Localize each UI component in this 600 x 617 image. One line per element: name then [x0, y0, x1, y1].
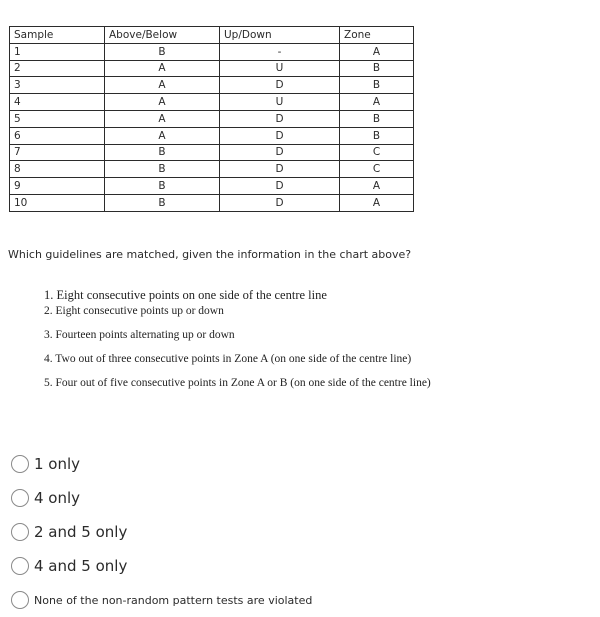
cell-sample: 9: [10, 178, 105, 195]
cell-sample: 8: [10, 161, 105, 178]
table-row: [10, 77, 414, 94]
cell-zone: A: [340, 43, 414, 60]
cell-sample: 2: [10, 60, 105, 77]
table-row: [10, 161, 414, 178]
option-label[interactable]: 4 and 5 only: [34, 557, 128, 575]
question-text: Which guidelines are matched, given the information in the chart above?: [8, 248, 412, 261]
table-header-row: [10, 27, 414, 44]
radio-button[interactable]: [11, 489, 29, 507]
radio-button[interactable]: [11, 557, 29, 575]
cell-zone: A: [340, 194, 414, 211]
option-none-violated[interactable]: [11, 583, 312, 617]
table-row: [10, 144, 414, 161]
cell-above-below: A: [105, 77, 220, 94]
radio-button[interactable]: [11, 523, 29, 541]
cell-up-down: D: [220, 110, 340, 127]
cell-zone: B: [340, 110, 414, 127]
cell-above-below: A: [105, 94, 220, 111]
table-row: [10, 60, 414, 77]
cell-up-down: D: [220, 161, 340, 178]
guideline-item: 1. Eight consecutive points on one side of the centre line: [44, 288, 327, 302]
table-row: [10, 194, 414, 211]
radio-button[interactable]: [11, 591, 29, 609]
table-row: [10, 43, 414, 60]
cell-sample: 7: [10, 144, 105, 161]
cell-zone: A: [340, 94, 414, 111]
cell-sample: 4: [10, 94, 105, 111]
table-row: [10, 110, 414, 127]
option-4-only[interactable]: [11, 481, 312, 515]
header-above-below: Above/Below: [105, 27, 220, 44]
cell-above-below: B: [105, 43, 220, 60]
guideline-item: 2. Eight consecutive points up or down: [44, 305, 224, 317]
cell-above-below: B: [105, 144, 220, 161]
guideline-item: 3. Fourteen points alternating up or down: [44, 329, 235, 341]
cell-up-down: D: [220, 77, 340, 94]
option-label[interactable]: None of the non-random pattern tests are violated: [34, 593, 313, 607]
cell-zone: B: [340, 60, 414, 77]
option-label[interactable]: 1 only: [34, 455, 81, 473]
cell-sample: 5: [10, 110, 105, 127]
cell-sample: 6: [10, 127, 105, 144]
cell-above-below: B: [105, 161, 220, 178]
option-4-and-5-only[interactable]: [11, 549, 312, 583]
cell-above-below: A: [105, 127, 220, 144]
cell-above-below: B: [105, 178, 220, 195]
cell-zone: C: [340, 144, 414, 161]
cell-above-below: A: [105, 60, 220, 77]
cell-up-down: D: [220, 144, 340, 161]
option-label[interactable]: 4 only: [34, 489, 81, 507]
radio-button[interactable]: [11, 455, 29, 473]
option-label[interactable]: 2 and 5 only: [34, 523, 128, 541]
cell-zone: A: [340, 178, 414, 195]
cell-up-down: -: [220, 43, 340, 60]
answer-options: [11, 447, 312, 617]
cell-above-below: A: [105, 110, 220, 127]
guideline-item: 4. Two out of three consecutive points in Zone A (on one side of the centre line): [44, 353, 412, 365]
cell-zone: B: [340, 127, 414, 144]
cell-up-down: D: [220, 178, 340, 195]
cell-up-down: D: [220, 194, 340, 211]
table-row: [10, 94, 414, 111]
option-1-only[interactable]: [11, 447, 312, 481]
cell-up-down: U: [220, 94, 340, 111]
option-2-and-5-only[interactable]: [11, 515, 312, 549]
header-sample: Sample: [10, 27, 105, 44]
guideline-item: 5. Four out of five consecutive points in Zone A or B (on one side of the centre line): [44, 377, 431, 389]
data-table: [9, 26, 414, 212]
table-row: [10, 127, 414, 144]
cell-up-down: U: [220, 60, 340, 77]
cell-zone: C: [340, 161, 414, 178]
guidelines-list: [44, 287, 431, 400]
cell-zone: B: [340, 77, 414, 94]
header-up-down: Up/Down: [220, 27, 340, 44]
cell-up-down: D: [220, 127, 340, 144]
cell-sample: 1: [10, 43, 105, 60]
header-zone: Zone: [340, 27, 414, 44]
cell-sample: 10: [10, 194, 105, 211]
cell-sample: 3: [10, 77, 105, 94]
table-row: [10, 178, 414, 195]
cell-above-below: B: [105, 194, 220, 211]
